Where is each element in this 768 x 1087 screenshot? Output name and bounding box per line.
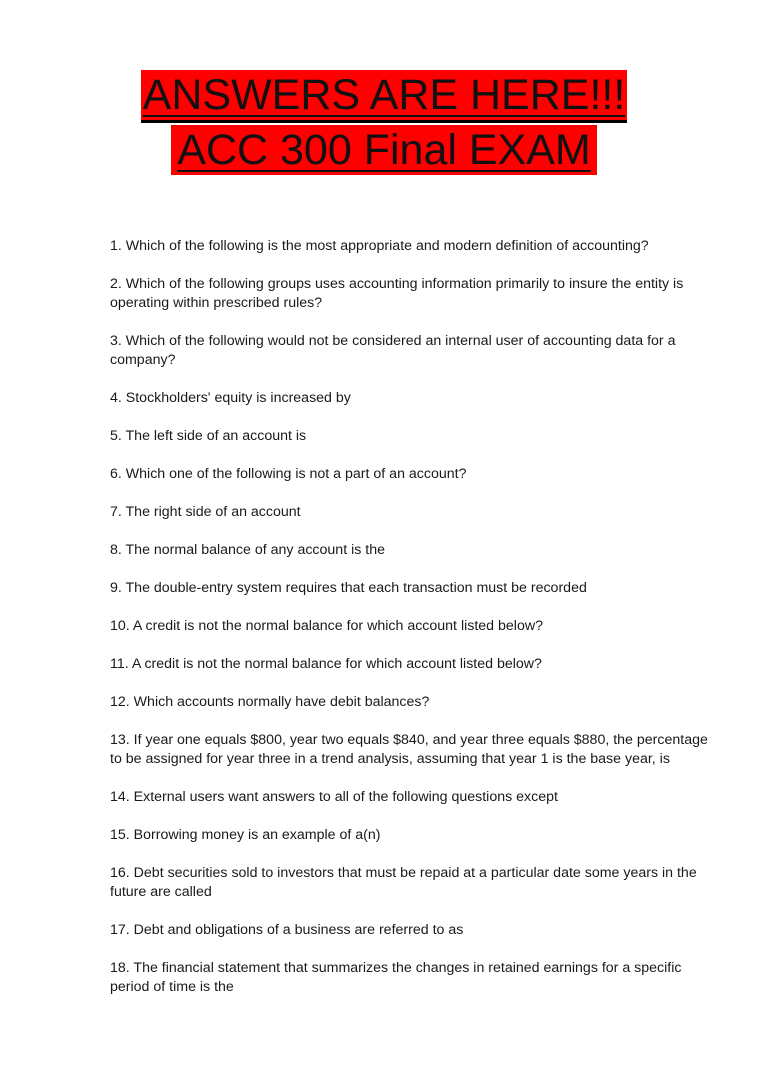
question-item: 14. External users want answers to all of the following questions except [110,789,558,805]
question-item: 4. Stockholders' equity is increased by [110,390,351,406]
question-item: 17. Debt and obligations of a business are referred to as [110,922,464,938]
question-item: 5. The left side of an account is [110,428,307,444]
page-title-line-1: ANSWERS ARE HERE!!! [142,71,626,119]
page-title-line-2: ACC 300 Final EXAM [171,125,596,175]
question-item: 12. Which accounts normally have debit balances? [110,694,430,710]
question-item: 15. Borrowing money is an example of a(n) [110,827,381,843]
question-item: 2. Which of the following groups uses accounting information primarily to insure the entity is operating within prescribed rules? [110,276,684,311]
question-item: 3. Which of the following would not be considered an internal user of accounting data for a company? [110,333,676,368]
title-row-2 [0,123,768,176]
question-item: 8. The normal balance of any account is the [110,542,385,558]
question-item: 10. A credit is not the normal balance for which account listed below? [110,618,543,634]
title-block [0,70,768,176]
question-item: 18. The financial statement that summarizes the changes in retained earnings for a specific period of time is the [110,960,682,995]
question-item: 6. Which one of the following is not a part of an account? [110,466,467,482]
question-item: 16. Debt securities sold to investors that must be repaid at a particular date some years in the future are called [110,865,697,900]
question-item: 11. A credit is not the normal balance for which account listed below? [110,656,542,672]
title-row-1 [0,70,768,123]
question-list [110,237,720,1016]
question-item: 9. The double-entry system requires that each transaction must be recorded [110,580,587,596]
question-item: 7. The right side of an account [110,504,301,520]
question-item: 1. Which of the following is the most appropriate and modern definition of accounting? [110,238,649,254]
question-item: 13. If year one equals $800, year two equals $840, and year three equals $880, the percentage to be assigned for year three in a trend analysis, assuming that year 1 is the base year, is [110,732,708,767]
